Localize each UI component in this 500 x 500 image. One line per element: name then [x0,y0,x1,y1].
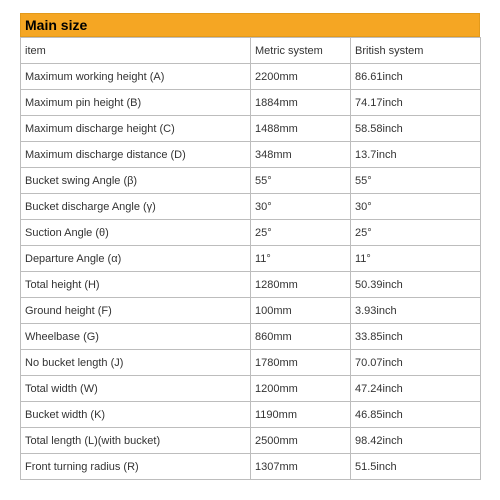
column-header-item: item [21,38,251,64]
row-item-label: Total height (H) [21,272,251,298]
row-metric-value: 30° [251,194,351,220]
row-metric-value: 100mm [251,298,351,324]
row-item-label: Maximum pin height (B) [21,90,251,116]
row-british-value: 11° [351,246,481,272]
spec-panel [20,13,480,480]
row-item-label: Bucket swing Angle (β) [21,168,251,194]
table-row [21,272,481,298]
row-item-label: Maximum working height (A) [21,64,251,90]
row-item-label: Departure Angle (α) [21,246,251,272]
row-british-value: 51.5inch [351,454,481,480]
row-metric-value: 1307mm [251,454,351,480]
row-metric-value: 25° [251,220,351,246]
row-item-label: Front turning radius (R) [21,454,251,480]
row-british-value: 47.24inch [351,376,481,402]
spec-table [20,37,481,480]
row-item-label: Wheelbase (G) [21,324,251,350]
row-metric-value: 1488mm [251,116,351,142]
section-title: Main size [20,13,480,37]
row-metric-value: 55° [251,168,351,194]
row-metric-value: 2200mm [251,64,351,90]
table-row [21,350,481,376]
table-row [21,220,481,246]
column-header-metric: Metric system [251,38,351,64]
row-metric-value: 860mm [251,324,351,350]
row-item-label: Bucket width (K) [21,402,251,428]
table-row [21,142,481,168]
row-item-label: Total width (W) [21,376,251,402]
row-british-value: 13.7inch [351,142,481,168]
table-row [21,298,481,324]
row-item-label: Bucket discharge Angle (γ) [21,194,251,220]
table-header-row [21,38,481,64]
row-british-value: 70.07inch [351,350,481,376]
table-row [21,402,481,428]
table-row [21,64,481,90]
row-metric-value: 1780mm [251,350,351,376]
row-british-value: 74.17inch [351,90,481,116]
table-row [21,454,481,480]
row-metric-value: 348mm [251,142,351,168]
row-item-label: Ground height (F) [21,298,251,324]
row-british-value: 58.58inch [351,116,481,142]
table-row [21,246,481,272]
table-row [21,116,481,142]
row-metric-value: 11° [251,246,351,272]
row-british-value: 98.42inch [351,428,481,454]
row-british-value: 30° [351,194,481,220]
row-item-label: No bucket length (J) [21,350,251,376]
table-row [21,168,481,194]
table-row [21,376,481,402]
row-british-value: 50.39inch [351,272,481,298]
table-row [21,324,481,350]
row-metric-value: 1884mm [251,90,351,116]
table-row [21,90,481,116]
row-metric-value: 2500mm [251,428,351,454]
row-british-value: 25° [351,220,481,246]
row-british-value: 86.61inch [351,64,481,90]
row-british-value: 3.93inch [351,298,481,324]
row-british-value: 33.85inch [351,324,481,350]
table-row [21,428,481,454]
column-header-british: British system [351,38,481,64]
row-metric-value: 1280mm [251,272,351,298]
row-metric-value: 1200mm [251,376,351,402]
row-item-label: Maximum discharge height (C) [21,116,251,142]
row-item-label: Maximum discharge distance (D) [21,142,251,168]
table-row [21,194,481,220]
row-item-label: Suction Angle (θ) [21,220,251,246]
row-british-value: 46.85inch [351,402,481,428]
row-metric-value: 1190mm [251,402,351,428]
row-item-label: Total length (L)(with bucket) [21,428,251,454]
row-british-value: 55° [351,168,481,194]
